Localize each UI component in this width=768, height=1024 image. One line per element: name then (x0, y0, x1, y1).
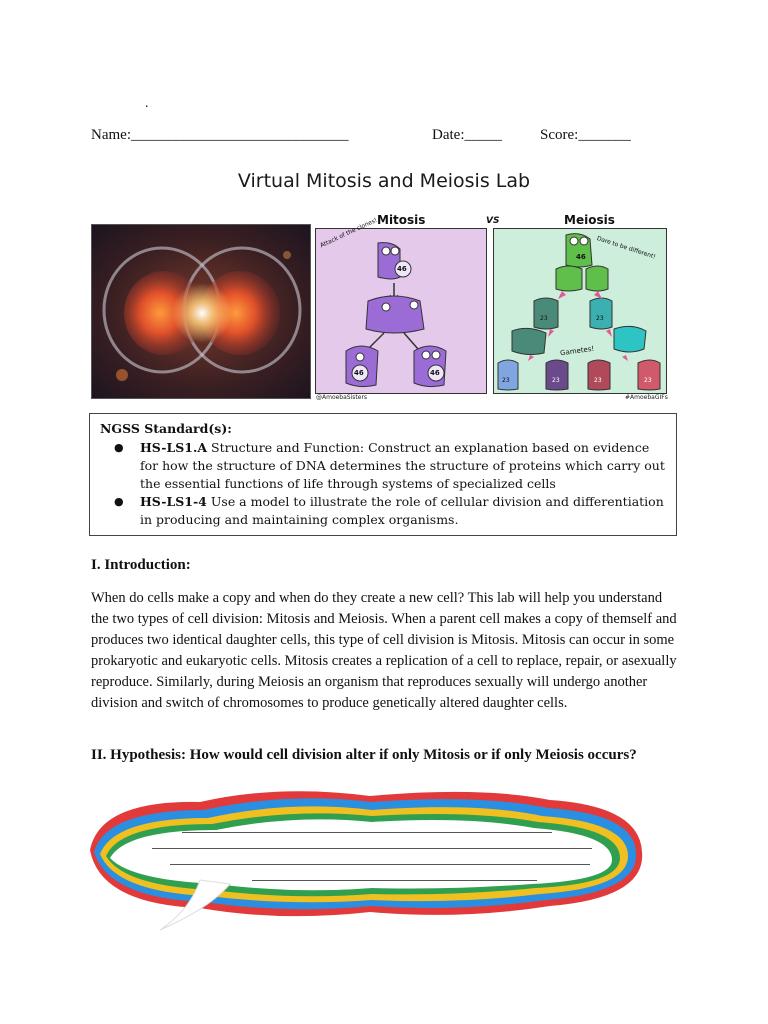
score-field[interactable]: Score:_______ (540, 127, 631, 143)
hypothesis-answer-cloud[interactable] (80, 780, 650, 935)
name-field[interactable]: Name:_____________________________ (91, 127, 349, 143)
introduction-body: When do cells make a copy and when do they create a new cell? This lab will help you understand the two types of cell division: Mitosis and Meiosis. When a parent cell makes a copy of themself and produces two identical daughter cells, this type of cell division is Mitosis. Mitosis can occur in some prokaryotic and eukaryotic cells. Mitosis creates a replication of a cell to replace, repair, or asexually reproduce. Similarly, during Meiosis an organism that reproduces sexually will undergo another division and switch of chromosomes to produce genetically altered daughter cells. (91, 590, 677, 711)
ngss-text: Use a model to illustrate the role of cellular division and differentiation in producing and maintaining complex organisms. (140, 494, 664, 527)
credit-amoeba-sisters: @AmoebaSisters (316, 394, 368, 401)
meiosis-caption: Dare to be different! (595, 235, 657, 261)
ngss-list (100, 439, 666, 529)
introduction-heading: I. Introduction: (91, 557, 191, 573)
label-46-parent: 46 (397, 265, 407, 273)
label-23-b: 23 (596, 315, 604, 322)
label-23-c: 23 (502, 377, 510, 384)
label-23-e: 23 (594, 377, 602, 384)
mitosis-caption: Attack of the clones! (319, 216, 379, 250)
hypothesis-heading: II. Hypothesis: How would cell division alter if only Mitosis or if only Meiosis occurs? (91, 747, 637, 763)
ngss-text: Structure and Function: Construct an explanation based on evidence for how the structure of DNA determines the structure of proteins which carry out the essential functions of life through systems of specialized cells (140, 440, 665, 491)
meiosis-panel (493, 228, 667, 394)
ngss-heading: NGSS Standard(s): (100, 421, 232, 436)
credit-amoeba-gifs: #AmoebaGIFs (625, 394, 668, 401)
ngss-item (140, 493, 666, 529)
label-46-daughter-right: 46 (430, 369, 440, 377)
ngss-code: HS-LS1.A (140, 440, 208, 455)
label-46-meiosis: 46 (576, 253, 586, 261)
page-title: Virtual Mitosis and Meiosis Lab (237, 170, 531, 192)
ngss-item (140, 439, 666, 493)
meiosis-title: Meiosis (564, 213, 615, 227)
label-23-f: 23 (644, 377, 652, 384)
dividing-cell-photo (91, 224, 311, 399)
label-23-d: 23 (552, 377, 560, 384)
ngss-code: HS-LS1-4 (140, 494, 207, 509)
gametes-label: Gametes! (559, 344, 595, 358)
ngss-standards-box (89, 413, 677, 536)
date-field[interactable]: Date:_____ (432, 127, 502, 143)
label-46-daughter-left: 46 (354, 369, 364, 377)
vs-label: VS (486, 216, 500, 226)
header-dot: . (145, 96, 149, 111)
mitosis-title: Mitosis (377, 213, 426, 227)
label-23-a: 23 (540, 315, 548, 322)
